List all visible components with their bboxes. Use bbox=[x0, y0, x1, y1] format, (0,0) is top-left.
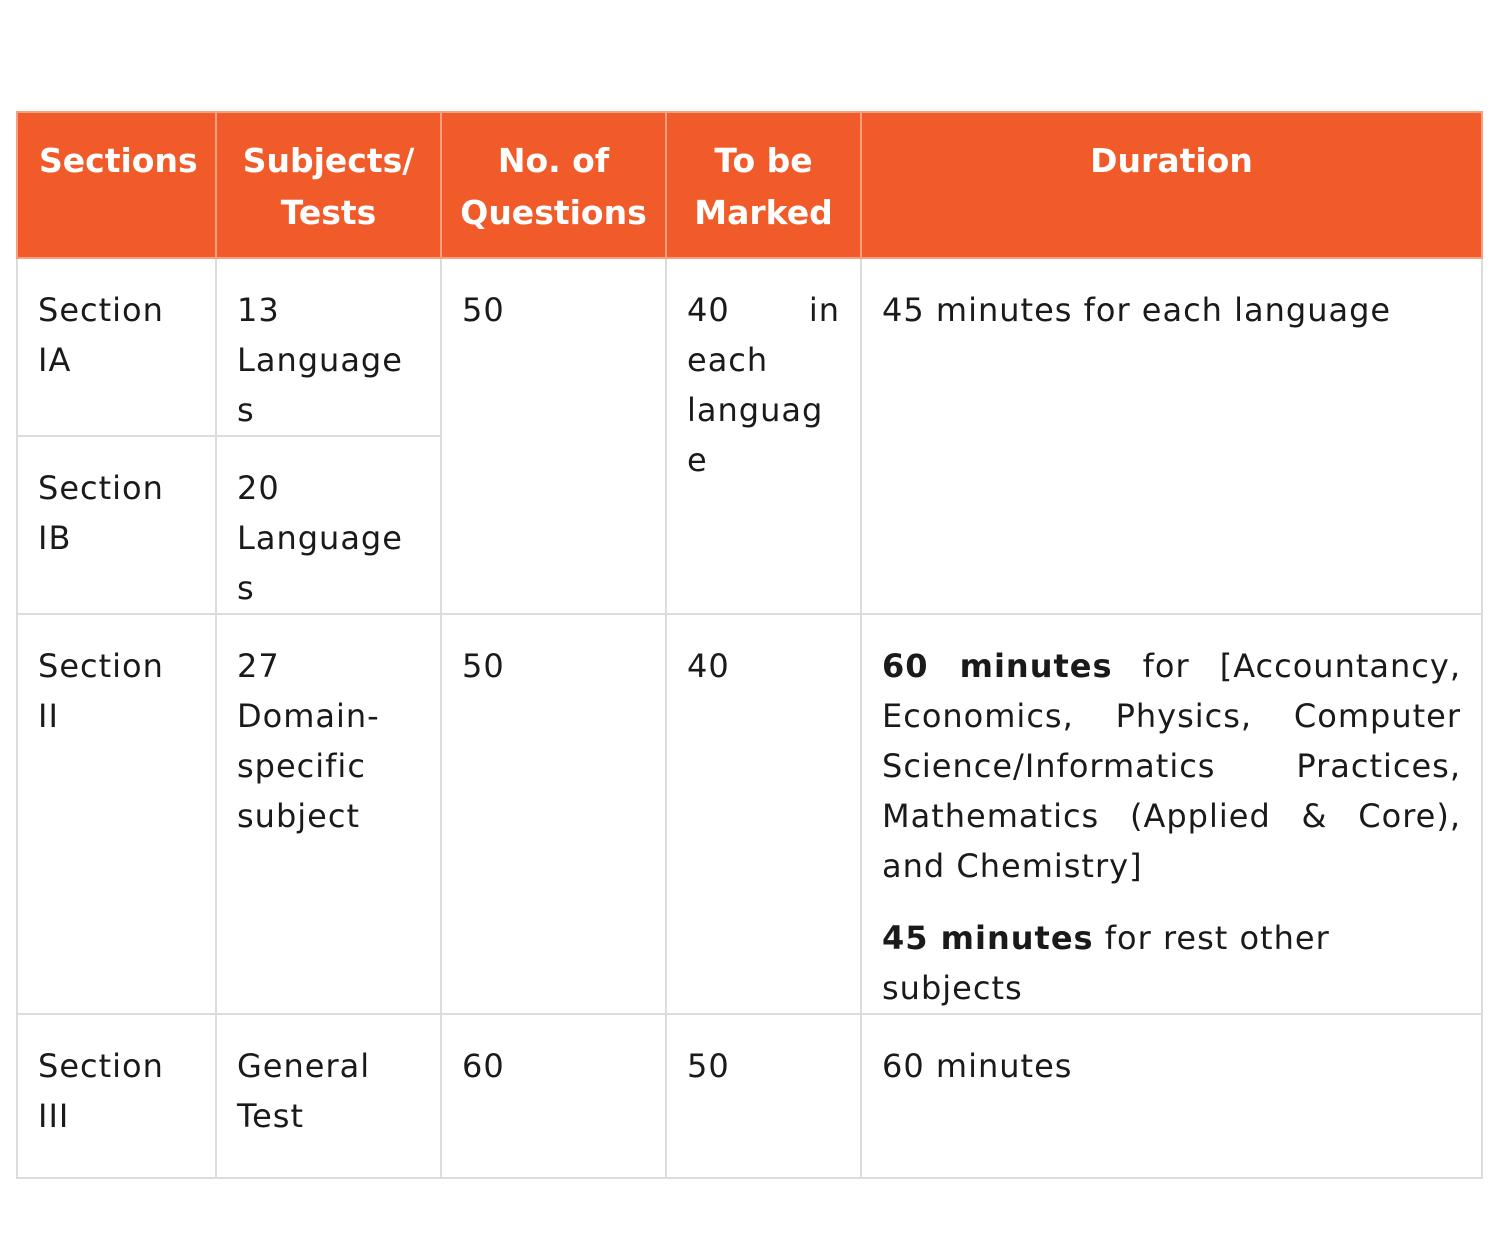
section-cell: Section IA bbox=[17, 258, 216, 436]
duration-cell: 45 minutes for each language bbox=[861, 258, 1482, 614]
subjects-cell: 20 Languages bbox=[216, 436, 441, 614]
questions-cell: 60 bbox=[441, 1014, 666, 1178]
duration-paragraph-60 bbox=[882, 641, 1461, 891]
table-row-section-iii bbox=[17, 1014, 1482, 1178]
table-row-section-ii bbox=[17, 614, 1482, 1014]
duration-bold-45: 45 minutes bbox=[882, 919, 1094, 957]
duration-cell bbox=[861, 614, 1482, 1014]
duration-bold-60: 60 minutes bbox=[882, 647, 1113, 685]
marked-cell: 50 bbox=[666, 1014, 861, 1178]
section-cell: Section II bbox=[17, 614, 216, 1014]
questions-cell: 50 bbox=[441, 614, 666, 1014]
table-body bbox=[17, 258, 1482, 1178]
exam-pattern-table bbox=[16, 111, 1483, 1179]
section-cell: Section III bbox=[17, 1014, 216, 1178]
marked-cell: 40 bbox=[666, 614, 861, 1014]
duration-cell: 60 minutes bbox=[861, 1014, 1482, 1178]
marked-cell: 40 in each language bbox=[666, 258, 861, 614]
section-cell: Section IB bbox=[17, 436, 216, 614]
header-questions: No. of Questions bbox=[441, 112, 666, 258]
table-row-section-ia bbox=[17, 258, 1482, 436]
header-duration: Duration bbox=[861, 112, 1482, 258]
questions-cell: 50 bbox=[441, 258, 666, 614]
subjects-cell: 27 Domain-specific subject bbox=[216, 614, 441, 1014]
duration-text-45: for rest other subjects bbox=[882, 919, 1330, 1007]
subjects-cell: General Test bbox=[216, 1014, 441, 1178]
subjects-cell: 13 Languages bbox=[216, 258, 441, 436]
header-subjects: Subjects/ Tests bbox=[216, 112, 441, 258]
header-row bbox=[17, 112, 1482, 258]
duration-text-60: for [Accountancy, Economics, Physics, Computer Science/Informatics Practices, Mathematics (Applied & Core), and Chemistry] bbox=[882, 647, 1462, 885]
duration-paragraph-45 bbox=[882, 913, 1461, 1013]
table-header bbox=[17, 112, 1482, 258]
header-sections: Sections bbox=[17, 112, 216, 258]
header-marked: To be Marked bbox=[666, 112, 861, 258]
